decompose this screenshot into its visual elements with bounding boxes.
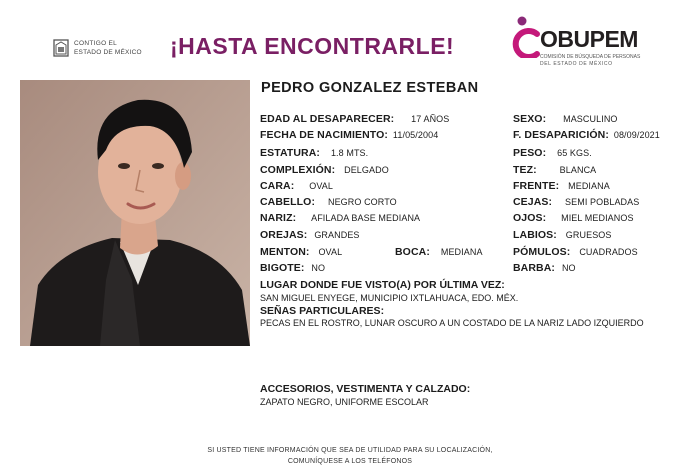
cobupem-wordmark: OBUPEM	[540, 26, 638, 52]
field-frente	[513, 180, 610, 193]
field-nariz	[260, 212, 420, 225]
field-value: 1.8 MTS.	[330, 148, 369, 158]
field-edad	[260, 113, 449, 126]
field-label: BARBA:	[513, 262, 556, 274]
field-value: OVAL	[309, 181, 333, 191]
field-tez	[513, 164, 596, 177]
field-value: AFILADA BASE MEDIANA	[311, 213, 421, 223]
footer-line-1: SI USTED TIENE INFORMACIÓN QUE SEA DE UTILIDAD PARA SU LOCALIZACIÓN,	[207, 447, 493, 454]
field-value: NO	[311, 263, 326, 273]
field-value: MEDIANA	[568, 181, 610, 191]
field-label: OJOS:	[513, 212, 547, 224]
field-cejas	[513, 196, 639, 209]
field-value: MASCULINO	[563, 114, 618, 124]
field-label: ESTATURA:	[260, 147, 321, 159]
field-label: FECHA DE NACIMIENTO:	[260, 129, 388, 141]
field-label: MENTON:	[260, 246, 310, 258]
field-label: F. DESAPARICIÓN:	[513, 129, 609, 141]
field-orejas	[260, 229, 360, 242]
field-value: NO	[561, 263, 576, 273]
field-value: MIEL MEDIANOS	[561, 213, 634, 223]
field-label: PESO:	[513, 147, 547, 159]
field-value: DELGADO	[344, 165, 389, 175]
clothing-title: ACCESORIOS, VESTIMENTA Y CALZADO:	[260, 383, 471, 395]
field-label: PÓMULOS:	[513, 246, 571, 258]
coat-of-arms-icon	[52, 37, 70, 59]
field-label: COMPLEXIÓN:	[260, 164, 336, 176]
field-sexo	[513, 113, 618, 126]
field-nacimiento	[260, 129, 438, 142]
last-seen-text: SAN MIGUEL ENYEGE, MUNICIPIO IXTLAHUACA, EDO. MÉX.	[260, 293, 519, 303]
field-cara	[260, 180, 333, 193]
field-ojos	[513, 212, 634, 225]
field-value: GRANDES	[314, 230, 360, 240]
cobupem-subtitle-2: DEL ESTADO DE MÉXICO	[540, 61, 613, 67]
last-seen-title: LUGAR DONDE FUE VISTO(A) POR ÚLTIMA VEZ:	[260, 279, 505, 291]
field-bigote	[260, 262, 325, 275]
field-label: TEZ:	[513, 164, 537, 176]
field-label: CARA:	[260, 180, 295, 192]
field-value: 08/09/2021	[613, 130, 660, 140]
field-estatura	[260, 147, 368, 160]
field-label: BOCA:	[395, 246, 430, 258]
distinguishing-marks-text: PECAS EN EL ROSTRO, LUNAR OSCURO A UN COSTADO DE LA NARIZ LADO IZQUIERDO	[260, 318, 644, 328]
field-peso	[513, 147, 592, 160]
field-value: GRUESOS	[565, 230, 612, 240]
field-cabello	[260, 196, 397, 209]
field-value: 65 KGS.	[557, 148, 592, 158]
field-value: 11/05/2004	[392, 130, 439, 140]
field-boca	[395, 246, 483, 259]
field-label: CABELLO:	[260, 196, 316, 208]
field-value: NEGRO CORTO	[327, 197, 397, 207]
government-logo	[52, 37, 144, 61]
person-name: PEDRO GONZALEZ ESTEBAN	[261, 80, 479, 96]
field-label: CEJAS:	[513, 196, 553, 208]
clothing-text: ZAPATO NEGRO, UNIFORME ESCOLAR	[260, 397, 429, 407]
field-menton	[260, 246, 342, 259]
field-value: SEMI POBLADAS	[565, 197, 640, 207]
portrait-illustration	[20, 80, 250, 346]
field-labios	[513, 229, 612, 242]
headline: ¡HASTA ENCONTRARLE!	[170, 33, 455, 59]
footer-line-2: COMUNÍQUESE A LOS TELÉFONOS	[287, 458, 413, 465]
field-pomulos	[513, 246, 638, 259]
field-value: BLANCA	[559, 165, 597, 175]
field-label: LABIOS:	[513, 229, 557, 241]
cobupem-subtitle-1: COMISIÓN DE BÚSQUEDA DE PERSONAS	[540, 54, 641, 60]
field-value: MEDIANA	[440, 247, 483, 257]
person-photo	[20, 80, 250, 346]
field-desaparicion	[513, 129, 660, 142]
field-complexion	[260, 164, 389, 177]
gov-logo-line2: ESTADO DE MÉXICO	[74, 49, 142, 56]
gov-logo-line1: CONTIGO EL	[74, 40, 118, 47]
field-label: OREJAS:	[260, 229, 308, 241]
field-label: SEXO:	[513, 113, 547, 125]
field-value: 17 AÑOS	[411, 114, 450, 124]
field-value: OVAL	[318, 247, 343, 257]
cobupem-logo	[508, 10, 641, 70]
field-barba	[513, 262, 576, 275]
field-label: EDAD AL DESAPARECER:	[260, 113, 395, 125]
field-value: CUADRADOS	[579, 247, 638, 257]
field-label: BIGOTE:	[260, 262, 305, 274]
field-label: FRENTE:	[513, 180, 560, 192]
field-label: NARIZ:	[260, 212, 297, 224]
distinguishing-marks-title: SEÑAS PARTICULARES:	[260, 305, 385, 317]
